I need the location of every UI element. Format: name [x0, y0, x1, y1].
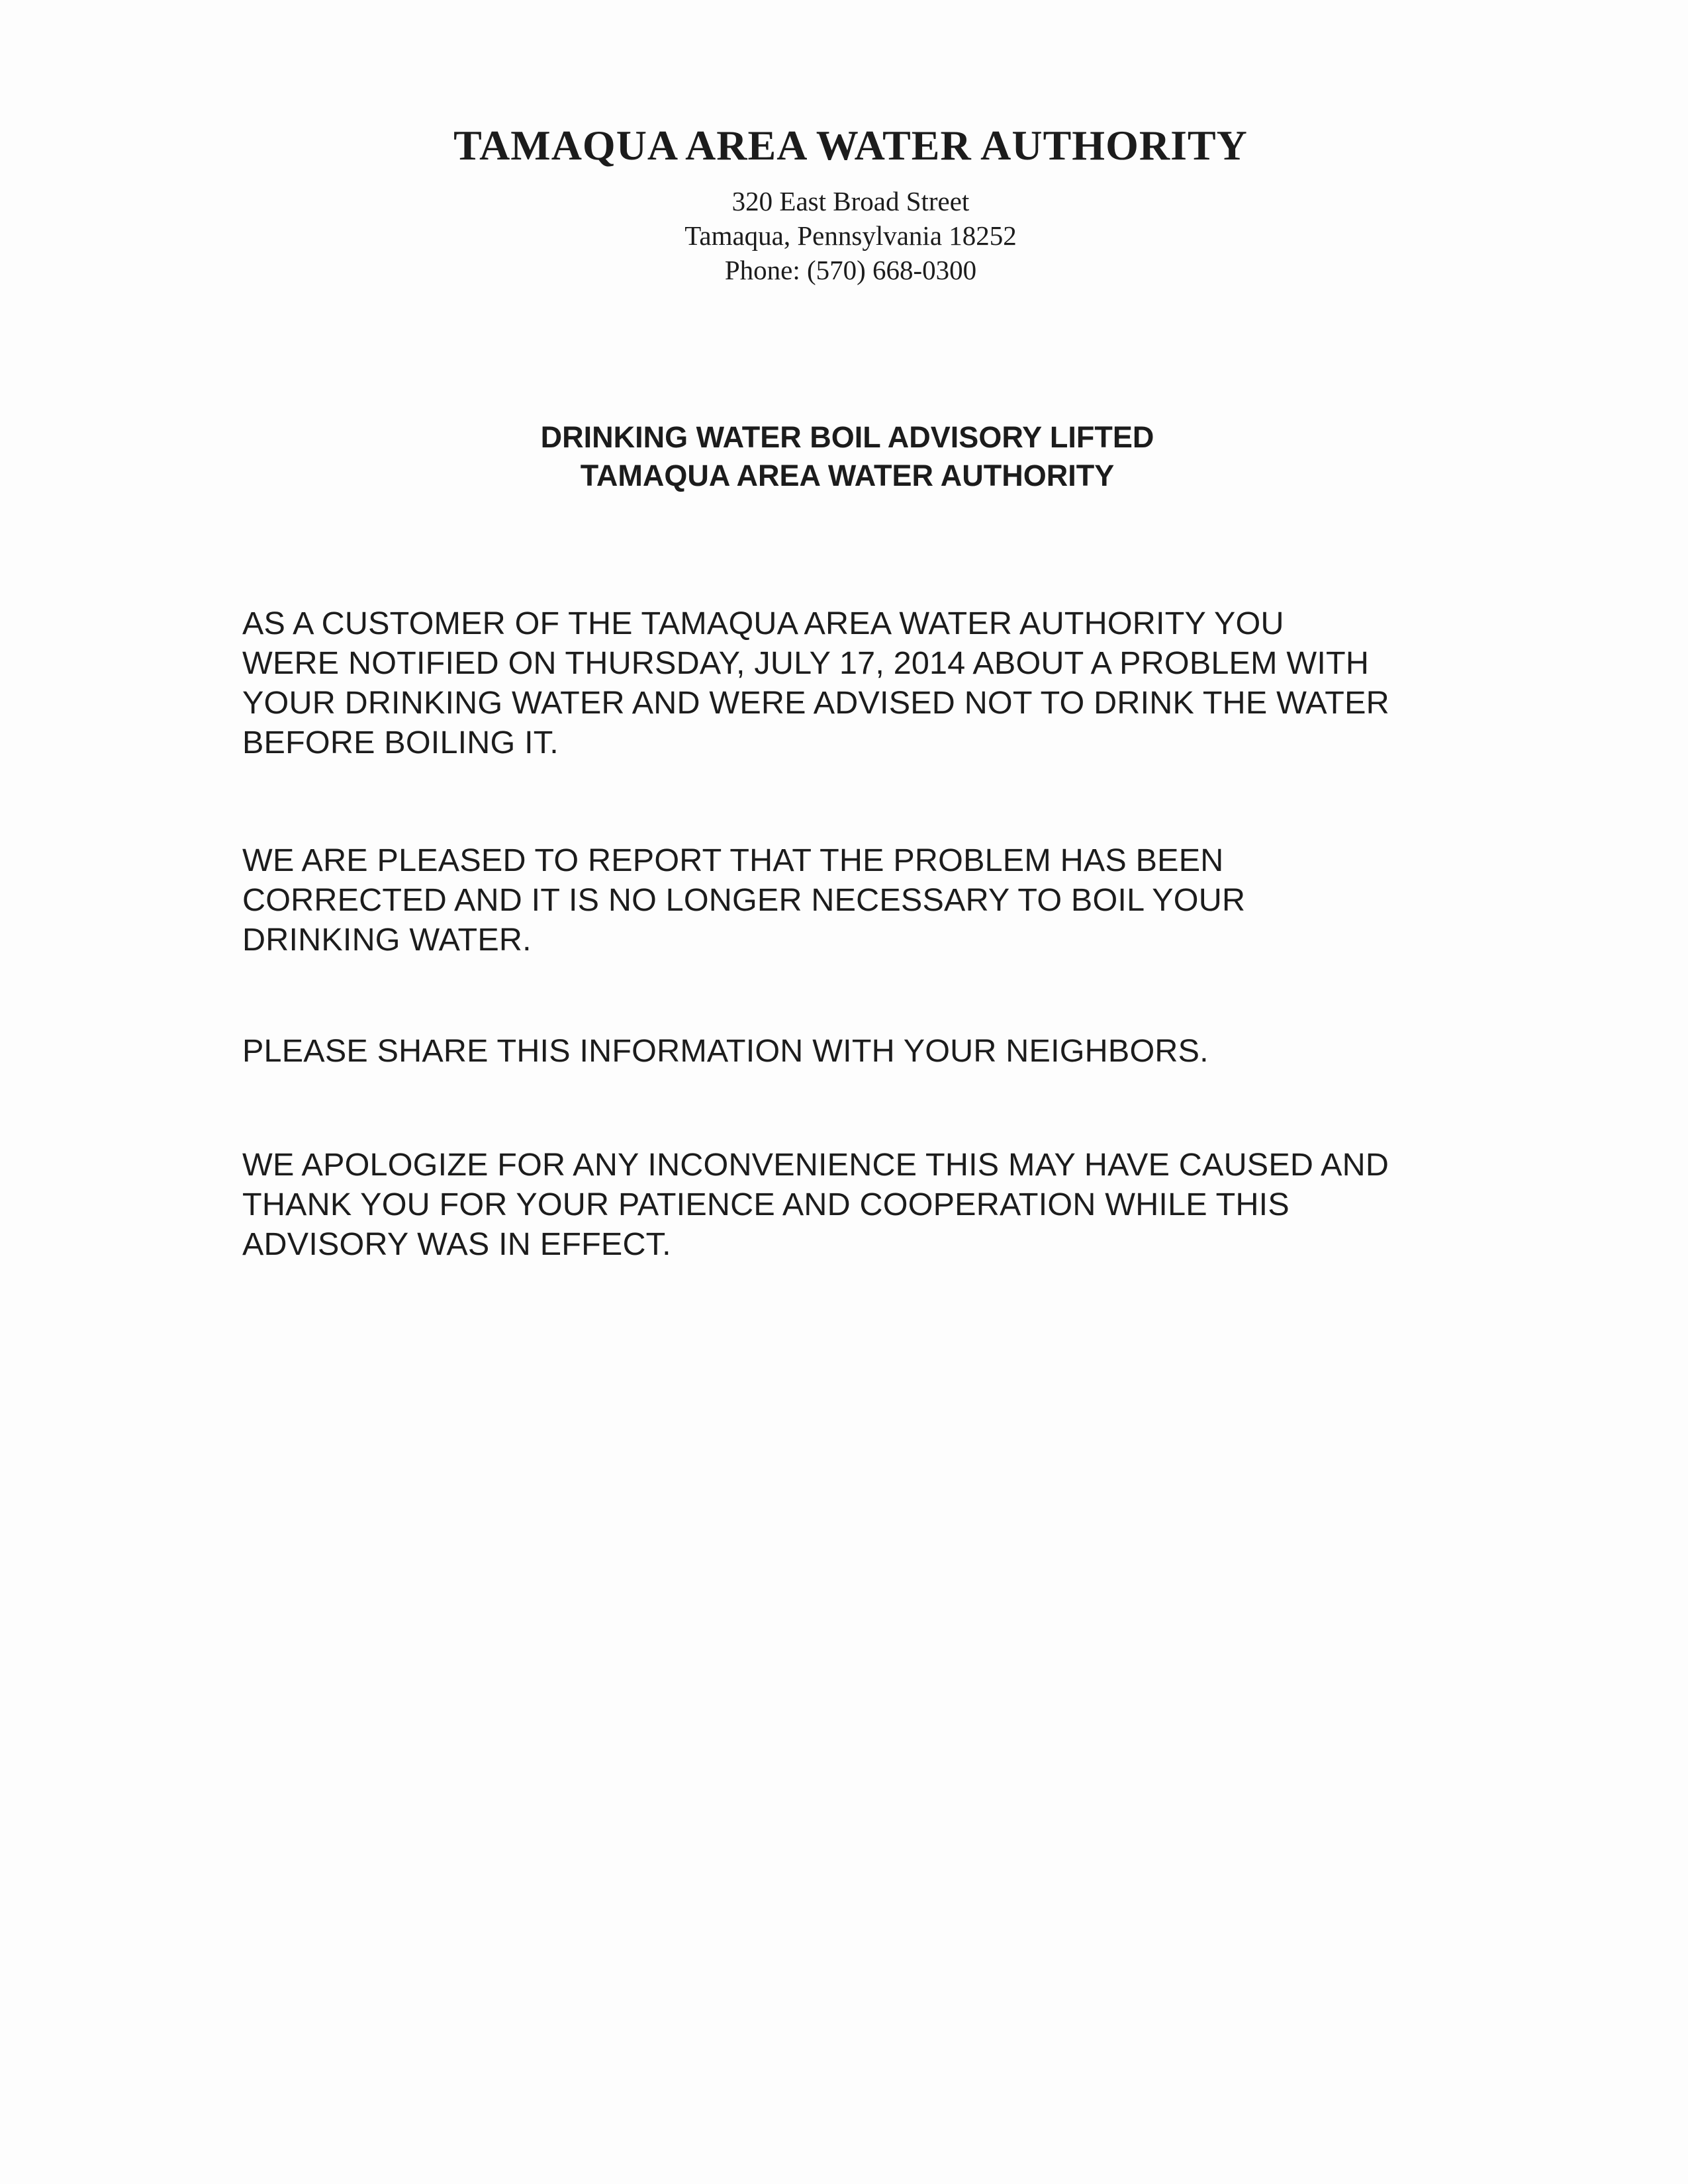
body-line: BEFORE BOILING IT. — [242, 725, 559, 760]
paragraph-problem-corrected — [242, 841, 1480, 960]
advisory-title-line-1: DRINKING WATER BOIL ADVISORY LIFTED — [540, 420, 1154, 454]
body-line: AS A CUSTOMER OF THE TAMAQUA AREA WATER AUTHORITY YOU — [242, 606, 1284, 641]
letterhead — [0, 119, 1688, 287]
paragraph-share-information — [242, 1031, 1480, 1071]
body-line: WE APOLOGIZE FOR ANY INCONVENIENCE THIS MAY HAVE CAUSED AND — [242, 1147, 1389, 1183]
phone-number: Phone: (570) 668-0300 — [724, 255, 977, 285]
paragraph-apology — [242, 1145, 1480, 1264]
paragraph-notification — [242, 604, 1480, 762]
body-line: PLEASE SHARE THIS INFORMATION WITH YOUR NEIGHBORS. — [242, 1033, 1209, 1069]
address-street: 320 East Broad Street — [731, 186, 970, 216]
advisory-body — [242, 604, 1480, 1264]
body-line: YOUR DRINKING WATER AND WERE ADVISED NOT TO DRINK THE WATER — [242, 685, 1389, 721]
body-line: WERE NOTIFIED ON THURSDAY, JULY 17, 2014 ABOUT A PROBLEM WITH — [242, 645, 1370, 681]
advisory-title — [0, 418, 1688, 495]
organization-name: TAMAQUA AREA WATER AUTHORITY — [453, 122, 1248, 169]
body-line: WE ARE PLEASED TO REPORT THAT THE PROBLEM HAS BEEN — [242, 842, 1224, 878]
body-line: CORRECTED AND IT IS NO LONGER NECESSARY TO BOIL YOUR — [242, 882, 1246, 918]
address-city: Tamaqua, Pennsylvania 18252 — [684, 220, 1017, 251]
body-line: ADVISORY WAS IN EFFECT. — [242, 1226, 671, 1262]
body-line: THANK YOU FOR YOUR PATIENCE AND COOPERATION WHILE THIS — [242, 1187, 1289, 1222]
advisory-title-line-2: TAMAQUA AREA WATER AUTHORITY — [580, 459, 1115, 492]
body-line: DRINKING WATER. — [242, 922, 532, 958]
